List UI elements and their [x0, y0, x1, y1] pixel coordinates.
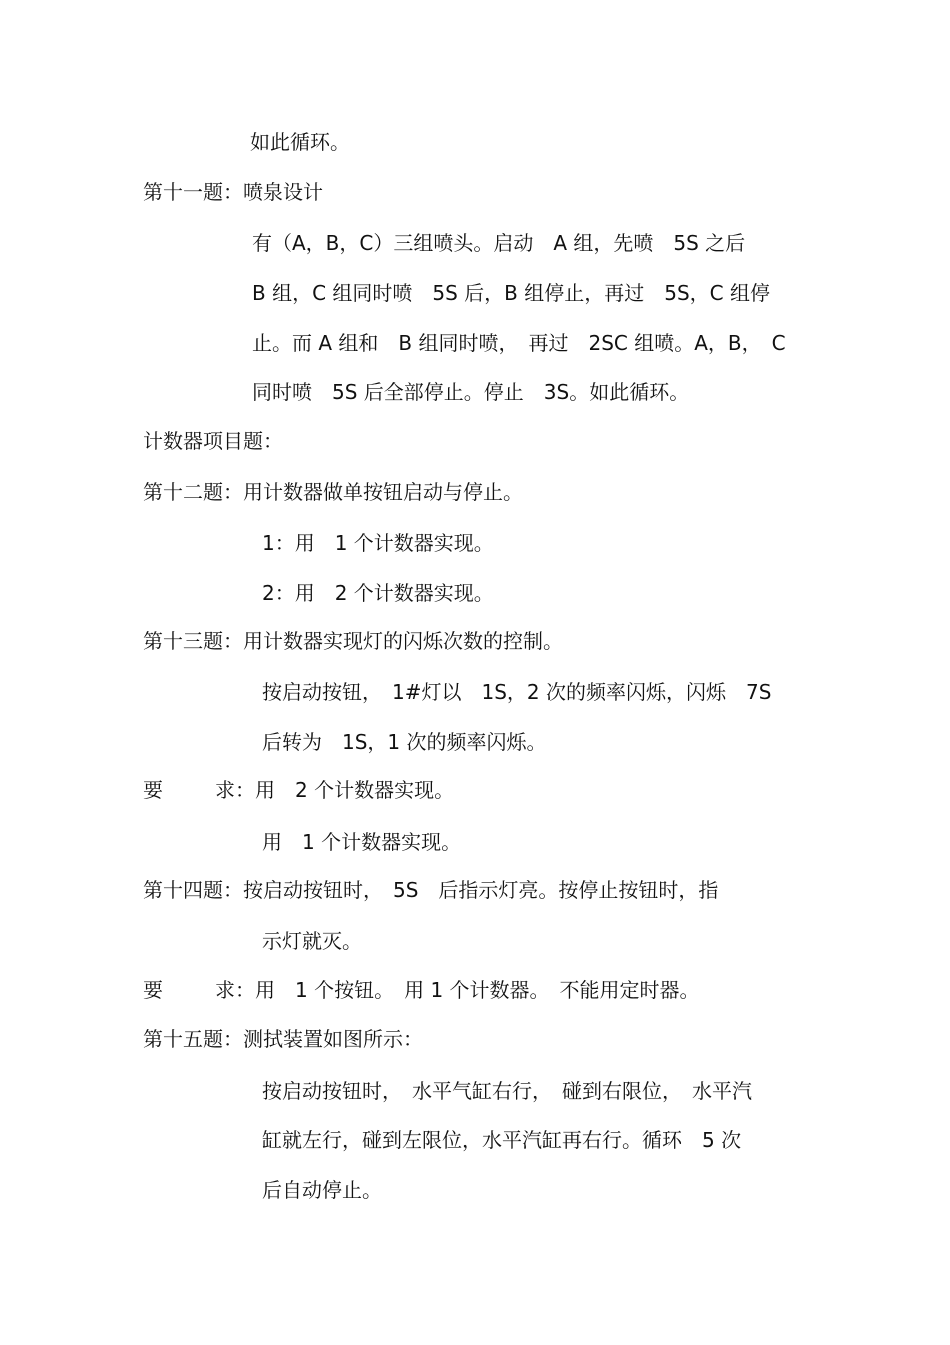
text-line: 求：用 2 个计数器实现。	[215, 778, 455, 802]
text-line: 按启动按钮， 1#灯以 1S，2 次的频率闪烁，闪烁 7S	[262, 680, 772, 704]
heading-problem-11: 第十一题：喷泉设计	[143, 180, 323, 204]
text-line: 如此循环。	[250, 130, 350, 154]
heading-problem-13: 第十三题：用计数器实现灯的闪烁次数的控制。	[143, 629, 563, 653]
text-line: 有（A，B，C）三组喷头。启动 A 组，先喷 5S 之后	[252, 231, 746, 255]
heading-problem-15: 第十五题：测拭装置如图所示：	[143, 1027, 423, 1051]
text-line: 缸就左行，碰到左限位，水平汽缸再右行。循环 5 次	[262, 1128, 742, 1152]
section-heading-counter: 计数器项目题：	[143, 429, 283, 453]
text-line: 用 1 个计数器实现。	[262, 830, 462, 854]
text-line: 按启动按钮时， 水平气缸右行， 碰到右限位， 水平汽	[262, 1079, 752, 1103]
text-line: 后转为 1S，1 次的频率闪烁。	[262, 730, 547, 754]
requirement-label: 要	[143, 978, 163, 1002]
text-line: B 组，C 组同时喷 5S 后，B 组停止，再过 5S，C 组停	[252, 281, 770, 305]
text-line: 1：用 1 个计数器实现。	[262, 531, 494, 555]
text-line: 止。而 A 组和 B 组同时喷， 再过 2SC 组喷。A，B， C	[252, 331, 786, 355]
requirement-label: 要	[143, 778, 163, 802]
text-line: 示灯就灭。	[262, 929, 362, 953]
text-line: 2：用 2 个计数器实现。	[262, 581, 494, 605]
heading-problem-14: 第十四题：按启动按钮时， 5S 后指示灯亮。按停止按钮时，指	[143, 878, 719, 902]
text-line: 求：用 1 个按钮。 用 1 个计数器。 不能用定时器。	[215, 978, 700, 1002]
text-line: 同时喷 5S 后全部停止。停止 3S。如此循环。	[252, 380, 690, 404]
text-line: 后自动停止。	[262, 1178, 382, 1202]
heading-problem-12: 第十二题：用计数器做单按钮启动与停止。	[143, 480, 523, 504]
